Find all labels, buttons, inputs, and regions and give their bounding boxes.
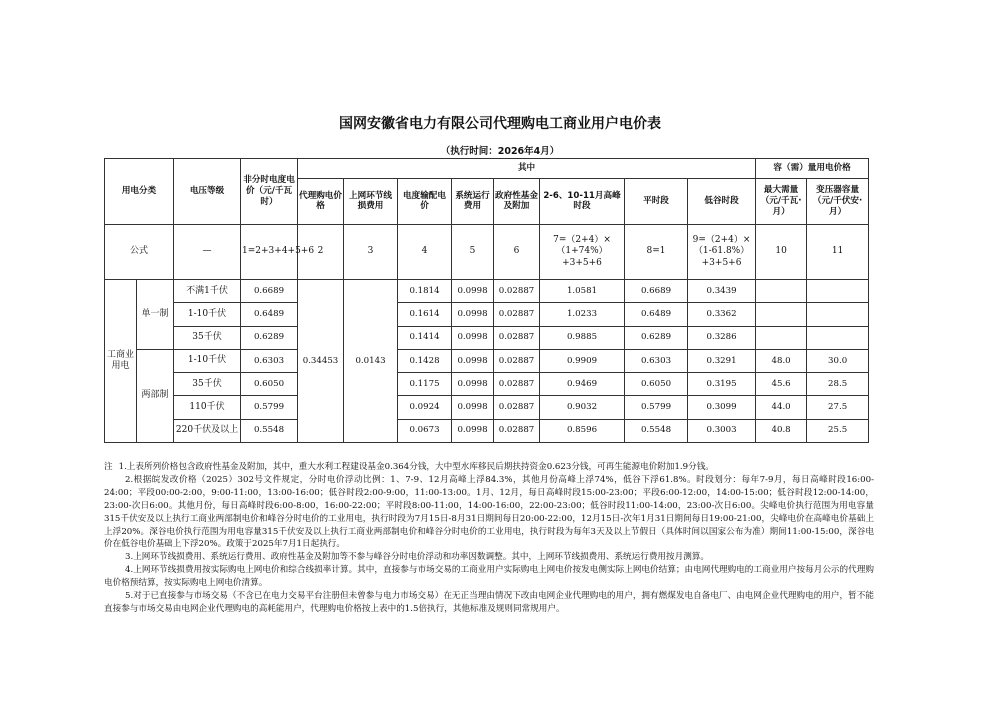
header-voltage: 电压等级 [174,159,241,225]
header-line-loss: 上网环节线损费用 [344,179,398,224]
valley-cell: 0.3291 [688,349,756,372]
max-demand-cell: 45.6 [756,373,807,396]
system-cost-cell: 0.0998 [452,303,494,326]
flat-cell: 0.5548 [625,419,688,442]
system-cost-cell: 0.0998 [452,280,494,303]
transformer-cell [807,280,869,303]
system-cost-cell: 0.0998 [452,373,494,396]
base-price-cell: 0.6050 [241,373,298,396]
gov-fund-cell: 0.02887 [494,280,540,303]
formula-flat: 8=1 [625,224,688,280]
table-row [105,303,869,326]
formula-voltage: — [174,224,241,280]
table-row [105,396,869,419]
transmission-cell: 0.1614 [398,303,452,326]
gov-fund-cell: 0.02887 [494,326,540,349]
table-row [105,326,869,349]
max-demand-cell: 48.0 [756,349,807,372]
formula-loss: 3 [344,224,398,280]
price-table [104,158,869,443]
flat-cell: 0.6289 [625,326,688,349]
header-valley: 低谷时段 [688,179,756,224]
valley-cell: 0.3286 [688,326,756,349]
header-purchase-price: 代理购电价格 [298,179,344,224]
header-capacity-group: 容（需）量用电价格 [756,159,869,179]
max-demand-cell [756,326,807,349]
valley-cell: 0.3195 [688,373,756,396]
table-row [105,419,869,442]
header-gov-fund: 政府性基金及附加 [494,179,540,224]
peak-cell: 0.9469 [540,373,625,396]
transformer-cell: 25.5 [807,419,869,442]
flat-cell: 0.6489 [625,303,688,326]
voltage-cell: 1-10千伏 [174,303,241,326]
formula-row [105,224,869,280]
two-part-system-label: 两部制 [137,349,174,442]
header-transformer: 变压器容量（元/千伏安·月） [807,179,869,224]
peak-cell: 0.9032 [540,396,625,419]
formula-transmission: 4 [398,224,452,280]
valley-cell: 0.3362 [688,303,756,326]
flat-cell: 0.6689 [625,280,688,303]
note-5: 5.对于已直接参与市场交易（不含已在电力交易平台注册但未曾参与电力市场交易）在无正当理由情况下改由电网企业代理购电的用户，拥有燃煤发电自备电厂、由电网企业代理购电的用户，暂不能直接参与市场交易由电网企业代理购电的高耗能用户，代理购电价格按上表中的1.5倍执行，其他标准及规则同常规用户。 [104,591,874,614]
header-system-cost: 系统运行费用 [452,179,494,224]
base-price-cell: 0.5548 [241,419,298,442]
transmission-cell: 0.0673 [398,419,452,442]
note-1-text: 1.上表所列价格包含政府性基金及附加，其中，重大水利工程建设基金0.364分钱，大中型水库移民后期扶持资金0.623分钱，可再生能源电价附加1.9分钱。 [118,462,714,472]
transformer-cell: 27.5 [807,396,869,419]
execution-period: （执行时间：2026年4月） [440,146,560,157]
note-3: 3.上网环节线损费用、系统运行费用、政府性基金及附加等不参与峰谷分时电价浮动和功率因数调整。其中，上网环节线损费用、系统运行费用按月测算。 [125,552,709,563]
formula-transformer: 11 [807,224,869,280]
max-demand-cell [756,303,807,326]
valley-cell: 0.3099 [688,396,756,419]
max-demand-cell: 40.8 [756,419,807,442]
max-demand-cell [756,280,807,303]
flat-cell: 0.6303 [625,349,688,372]
gov-fund-cell: 0.02887 [494,303,540,326]
voltage-cell: 1-10千伏 [174,349,241,372]
formula-fund: 6 [494,224,540,280]
voltage-cell: 35千伏 [174,373,241,396]
formula-demand: 10 [756,224,807,280]
base-price-cell: 0.6489 [241,303,298,326]
gov-fund-cell: 0.02887 [494,349,540,372]
valley-cell: 0.3439 [688,280,756,303]
notes-label: 注 [104,462,113,472]
formula-peak: 7=（2+4）×（1+74%）+3+5+6 [540,224,625,280]
system-cost-cell: 0.0998 [452,326,494,349]
table-row [105,373,869,396]
voltage-cell: 220千伏及以上 [174,419,241,442]
line-loss-cell: 0.0143 [344,280,398,443]
peak-cell: 1.0581 [540,280,625,303]
gov-fund-cell: 0.02887 [494,396,540,419]
transmission-cell: 0.0924 [398,396,452,419]
system-cost-cell: 0.0998 [452,396,494,419]
system-cost-cell: 0.0998 [452,349,494,372]
peak-cell: 1.0233 [540,303,625,326]
voltage-cell: 不满1千伏 [174,280,241,303]
transmission-cell: 0.1414 [398,326,452,349]
max-demand-cell: 44.0 [756,396,807,419]
base-price-cell: 0.6289 [241,326,298,349]
transmission-cell: 0.1175 [398,373,452,396]
gov-fund-cell: 0.02887 [494,419,540,442]
valley-cell: 0.3003 [688,419,756,442]
note-2: 2.根据皖发改价格（2025）302号文件规定，分时电价浮动比例：1、7-9、12月高峰上浮84.3%，其他月份高峰上浮74%，低谷下浮61.8%。时段划分：每年7-9月，每日高峰时段16:00-24:00；平段00:00-2:00，9:00-11:00，13:00-16:00；低谷时段2:00-9:00，11:00-13:00。1月、12月，每日高峰时段15:00-23:00；平段6:00-12:00，14:00-15:00；低谷时段12:00-14:00，23:00-次日6:00。其他月份，每日高峰时段6:00-8:00，16:00-22:00；平时段8:00-11:00，14:00-16:00，22:00-23:00；低谷时段11:00-14:00，23:00-次日6:00。尖峰电价执行范围为用电容量315千伏安及以上执行工商业两部制电价和峰谷分时电价的工业用电，执行时段为7月15日-8月31日期间每日20:00-22:00，12月15日-次年1月31日期间每日19:00-21:00，尖峰电价在高峰电价基础上上浮20%。深谷电价执行范围为用电容量315千伏安及以上执行工商业两部制电价和峰谷分时电价的工业用电，执行时段为每年3天及以上节假日（具体时间以国家公布为准）期间11:00-15:00，深谷电价在低谷电价基础上下浮20%。政策于2025年7月1日起执行。 [104,474,874,550]
header-transmission: 电度输配电价 [398,179,452,224]
transmission-cell: 0.1428 [398,349,452,372]
transformer-cell [807,326,869,349]
peak-cell: 0.9885 [540,326,625,349]
header-components-group: 其中 [298,159,756,179]
gov-fund-cell: 0.02887 [494,373,540,396]
base-price-cell: 0.6689 [241,280,298,303]
formula-base: 1=2+3+4+5+6 [241,224,298,280]
transformer-cell: 28.5 [807,373,869,396]
transformer-cell: 30.0 [807,349,869,372]
formula-label: 公式 [105,224,174,280]
peak-cell: 0.9909 [540,349,625,372]
notes-section [104,461,874,616]
formula-system: 5 [452,224,494,280]
table-row [105,280,869,303]
flat-cell: 0.5799 [625,396,688,419]
voltage-cell: 110千伏 [174,396,241,419]
single-system-label: 单一制 [137,280,174,350]
note-4: 4.上网环节线损费用按实际购电上网电价和综合线损率计算。其中，直接参与市场交易的工商业用户实际购电上网电价按发电侧实际上网电价结算；由电网代理购电的工商业用户按每月公示的代理购电价格预结算，按实际购电上网电价清算。 [104,565,874,589]
voltage-cell: 35千伏 [174,326,241,349]
peak-cell: 0.8596 [540,419,625,442]
transmission-cell: 0.1814 [398,280,452,303]
header-flat: 平时段 [625,179,688,224]
system-cost-cell: 0.0998 [452,419,494,442]
purchase-price-cell: 0.34453 [298,280,344,443]
page-title: 国网安徽省电力有限公司代理购电工商业用户电价表 [339,116,661,132]
header-max-demand: 最大需量（元/千瓦·月） [756,179,807,224]
transformer-cell [807,303,869,326]
formula-valley: 9=（2+4）×（1-61.8%）+3+5+6 [688,224,756,280]
note-1 [104,461,874,474]
base-price-cell: 0.6303 [241,349,298,372]
flat-cell: 0.6050 [625,373,688,396]
category-label: 工商业用电 [105,280,137,443]
header-peak: 2-6、10-11月高峰时段 [540,179,625,224]
base-price-cell: 0.5799 [241,396,298,419]
table-row [105,349,869,372]
header-base-price: 非分时电度电价（元/千瓦时） [241,159,298,225]
header-category: 用电分类 [105,159,174,225]
formula-purchase: 2 [298,224,344,280]
